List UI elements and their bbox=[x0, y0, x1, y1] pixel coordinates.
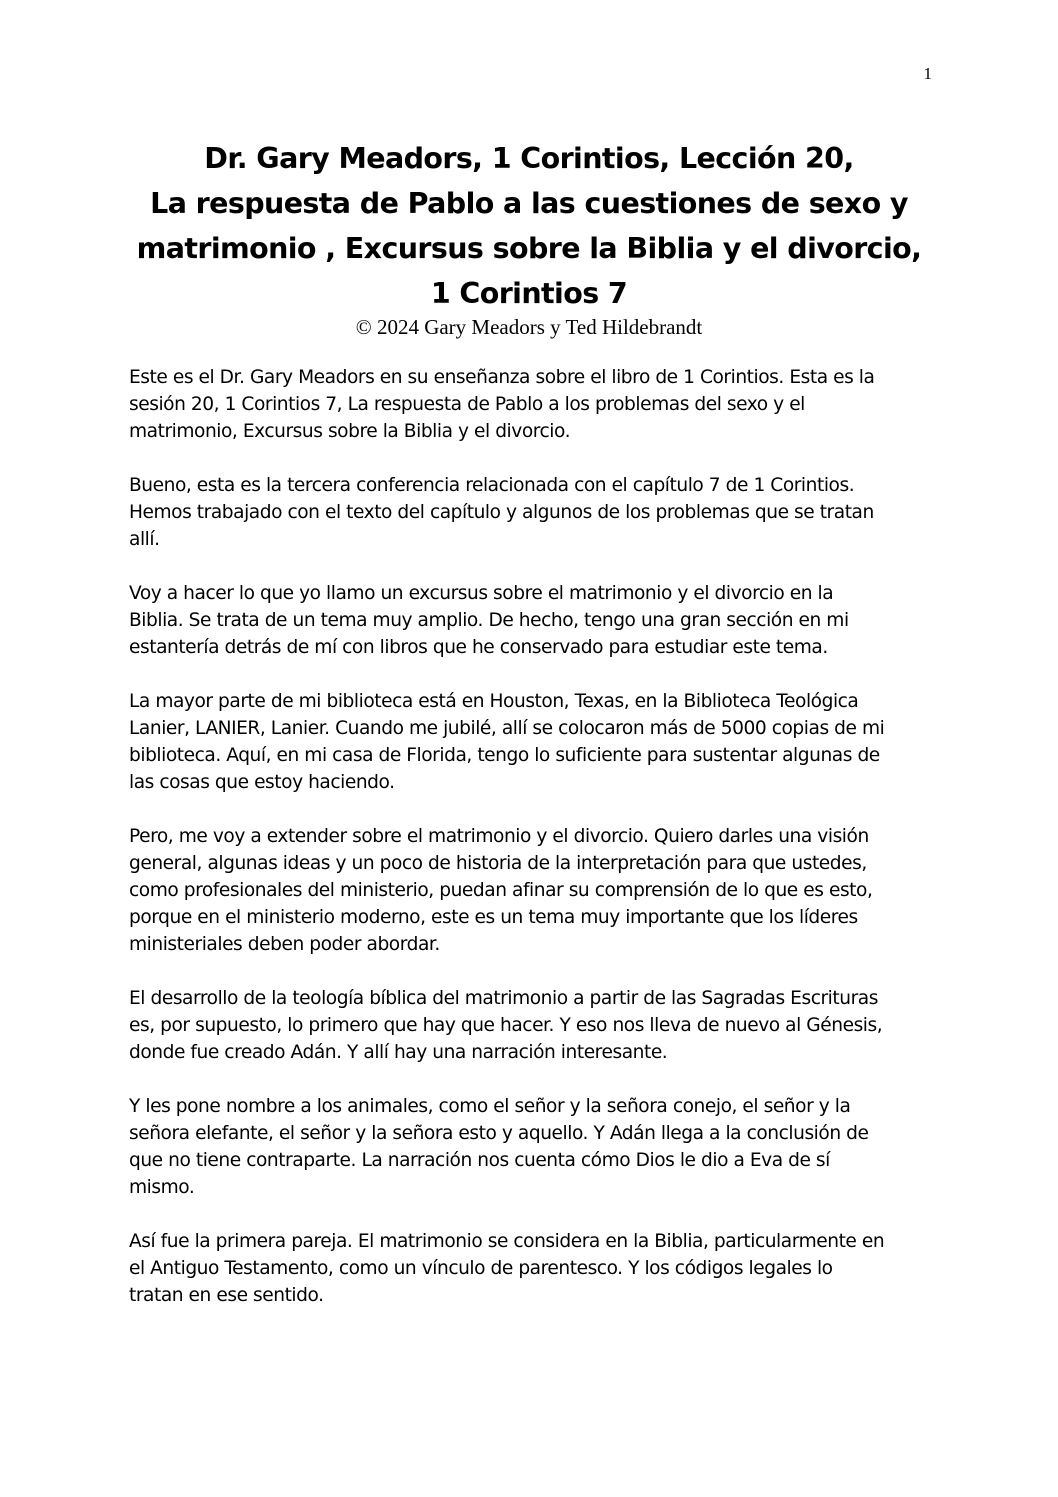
title-line: matrimonio , Excursus sobre la Biblia y el divorcio, bbox=[136, 232, 922, 265]
paragraph-line: Este es el Dr. Gary Meadors en su enseñanza sobre el libro de 1 Corintios. Esta es la bbox=[129, 367, 875, 388]
paragraph-line: matrimonio, Excursus sobre la Biblia y el divorcio. bbox=[129, 421, 571, 442]
document-header bbox=[110, 136, 948, 340]
page-number: 1 bbox=[923, 64, 932, 83]
paragraph-line: La mayor parte de mi biblioteca está en Houston, Texas, en la Biblioteca Teológica bbox=[129, 691, 859, 712]
paragraph-line: sesión 20, 1 Corintios 7, La respuesta de Pablo a los problemas del sexo y el bbox=[129, 394, 805, 415]
paragraph-line: Así fue la primera pareja. El matrimonio se considera en la Biblia, particularmente en bbox=[129, 1231, 885, 1252]
paragraph bbox=[129, 364, 929, 445]
paragraph-line: Y les pone nombre a los animales, como el señor y la señora conejo, el señor y la bbox=[129, 1096, 851, 1117]
document-body bbox=[129, 364, 929, 1336]
paragraph-line: mismo. bbox=[129, 1177, 195, 1198]
paragraph-line: el Antiguo Testamento, como un vínculo de parentesco. Y los códigos legales lo bbox=[129, 1258, 833, 1279]
paragraph-line: Lanier, LANIER, Lanier. Cuando me jubilé, allí se colocaron más de 5000 copias de mi bbox=[129, 718, 885, 739]
paragraph-line: El desarrollo de la teología bíblica del matrimonio a partir de las Sagradas Escrituras bbox=[129, 988, 878, 1009]
paragraph-line: estantería detrás de mí con libros que he conservado para estudiar este tema. bbox=[129, 637, 828, 658]
paragraph bbox=[129, 688, 929, 796]
paragraph-line: Voy a hacer lo que yo llamo un excursus sobre el matrimonio y el divorcio en la bbox=[129, 583, 834, 604]
title-line: Dr. Gary Meadors, 1 Corintios, Lección 20, bbox=[204, 142, 854, 175]
paragraph-line: como profesionales del ministerio, puedan afinar su comprensión de lo que es esto, bbox=[129, 880, 873, 901]
paragraph-line: las cosas que estoy haciendo. bbox=[129, 772, 395, 793]
paragraph-line: que no tiene contraparte. La narración nos cuenta cómo Dios le dio a Eva de sí bbox=[129, 1150, 830, 1171]
title-line: 1 Corintios 7 bbox=[430, 277, 628, 310]
copyright-notice: © 2024 Gary Meadors y Ted Hildebrandt bbox=[355, 315, 703, 339]
paragraph bbox=[129, 580, 929, 661]
paragraph bbox=[129, 823, 929, 958]
paragraph bbox=[129, 985, 929, 1066]
title-line: La respuesta de Pablo a las cuestiones de sexo y bbox=[150, 187, 908, 220]
paragraph-line: tratan en ese sentido. bbox=[129, 1285, 324, 1306]
paragraph-line: general, algunas ideas y un poco de historia de la interpretación para que ustedes, bbox=[129, 853, 867, 874]
paragraph-line: biblioteca. Aquí, en mi casa de Florida, tengo lo suficiente para sustentar algunas de bbox=[129, 745, 880, 766]
paragraph-line: porque en el ministerio moderno, este es un tema muy importante que los líderes bbox=[129, 907, 858, 928]
paragraph-line: Pero, me voy a extender sobre el matrimonio y el divorcio. Quiero darles una visión bbox=[129, 826, 869, 847]
paragraph-line: Bueno, esta es la tercera conferencia relacionada con el capítulo 7 de 1 Corintios. bbox=[129, 475, 855, 496]
paragraph-line: señora elefante, el señor y la señora esto y aquello. Y Adán llega a la conclusión de bbox=[129, 1123, 869, 1144]
paragraph bbox=[129, 1093, 929, 1201]
paragraph bbox=[129, 1228, 929, 1309]
paragraph-line: allí. bbox=[129, 529, 160, 550]
paragraph-line: donde fue creado Adán. Y allí hay una narración interesante. bbox=[129, 1042, 668, 1063]
paragraph-line: ministeriales deben poder abordar. bbox=[129, 934, 440, 955]
paragraph-line: Biblia. Se trata de un tema muy amplio. De hecho, tengo una gran sección en mi bbox=[129, 610, 849, 631]
paragraph-line: es, por supuesto, lo primero que hay que hacer. Y eso nos lleva de nuevo al Génesis, bbox=[129, 1015, 883, 1036]
paragraph bbox=[129, 472, 929, 553]
paragraph-line: Hemos trabajado con el texto del capítulo y algunos de los problemas que se tratan bbox=[129, 502, 874, 523]
